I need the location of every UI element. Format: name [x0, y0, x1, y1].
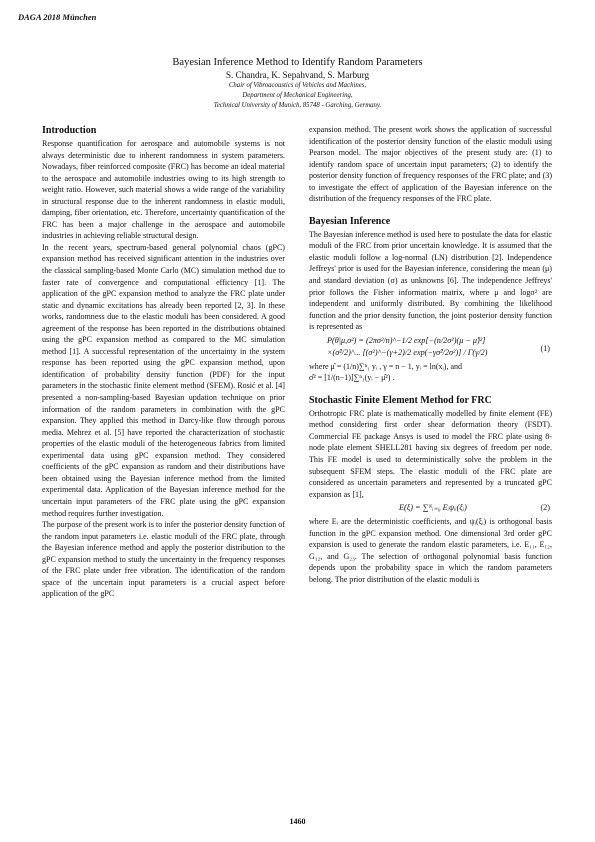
right-column [309, 124, 552, 586]
equation-1-number: (1) [540, 343, 550, 353]
intro-paragraph-3: The purpose of the present work is to infer the posterior density function of the random input parameters i.e. elastic moduli of the FRC plate, through the Bayesian inference method and apply the posterior distribution to the gPC expansion method to study the uncertainty in the frequency responses of the FRC plate under free vibration. The identification of the random space of the uncertain input parameters is a crucial aspect before application of the gPC [42, 520, 285, 599]
equation-1-where-1: where μ̂ = (1/n)∑ⁿ₁ yᵢ , γ = n − 1, yᵢ = ln(xᵢ), and [309, 361, 463, 371]
section-heading-sfem: Stochastic Finite Element Method for FRC [309, 394, 492, 406]
sfem-paragraph: Orthotropic FRC plate is mathematically modelled by finite element (FE) method considering first order shear deformation theory (FSDT). Commercial FE package Ansys is used to model the FRC plate using 8-node plate element SHELL281 having six degrees of freedom per node. This FE model is used to deterministically solve the problem in the subsequent SFEM steps. The elastic moduli of the FRC plate are considered as uncertain parameters and represented by a truncated gPC expansion as [1], [309, 408, 552, 499]
affiliation-line-2: Department of Mechanical Engineering, [242, 92, 353, 99]
bayesian-paragraph: The Bayesian inference method is used here to postulate the data for elastic moduli of the FRC from prior uncertain knowledge. It is assumed that the elastic moduli follow a log-normal (LN) distribution [2]. Independence Jeffreys' prior is used for the Bayesian inference, considering the mean (μ) and standard deviation (σ) as unknowns [6]. The independence Jeffreys' prior follows the Fisher information matrix, where μ and logσ² are independent and uniformly distributed. By combining the likelihood function and the prior density function, the joint posterior density function is represented as [309, 229, 552, 332]
equation-1 [309, 335, 552, 359]
conference-header: DAGA 2018 München [18, 12, 97, 22]
title-block [0, 56, 595, 111]
left-column [42, 124, 285, 600]
equation-2-number: (2) [540, 503, 550, 513]
page-number: 1460 [289, 817, 306, 826]
equation-2-body: E(ξ) = ∑ᴺᵢ₌₀ Eᵢψᵢᵢ(ξᵢ) [399, 503, 467, 513]
author-list: S. Chandra, K. Sepahvand, S. Marburg [225, 70, 370, 80]
affiliation-line-3: Technical University of Munich, 85748 - Garching, Germany. [213, 102, 382, 109]
equation-1-where-2: σ̂² = [1/(n−1)]∑ⁿ₁(yᵢ − μ̂²) . [309, 373, 395, 383]
equation-1-line-1: P(θ|μ,σ²) = (2πσ²/n)^−1/2 exp[−(n/2σ²)(μ − μ̂)²] [327, 335, 486, 345]
section-heading-bayesian: Bayesian Inference [309, 215, 391, 227]
intro-paragraph-2: In the recent years, spectrum-based general polynomial chaos (gPC) expansion method has received significant attention in the industries over the classical sampling-based Monte Carlo (MC) simulation method due to faster rate of convergence and computational efficiency [1]. The application of the gPC expansion method to analyze the FRC plate under static and dynamic excitations has already been reported [2, 3]. In these works, randomness due to the elastic moduli has been considered. A good agreement of the response has been reported in the distributions obtained using the gPC expansion method as compared to the MC simulation method [1]. A successful representation of the uncertainty in the system response has been reported using the gPC expansion method, upon identification of probability density function (PDF) for the input parameters in the stochastic finite element method (SFEM). Rosić et al. [4] presented a non-sampling-based Bayesian updation technique on prior information of the random parameters in combination with the gPC expansion. They applied this method in Darcy-like flow through porous media. Mehrez et al. [5] have reported the characterization of stochastic properties of the elastic moduli of the heterogeneous fabrics from limited experimental data using gPC expansion method. They considered coefficients of the gPC expansion as random and their distributions have been obtained using the Bayesian inference method from the limited experimental data. Application of the Bayesian inference method for the uncertain input parameters of the FRC plate using the gPC expansion method requires further investigation. [42, 242, 285, 518]
section-heading-introduction: Introduction [42, 125, 97, 136]
equation-1-line-2: ×(σ̂²/2)^... [(σ²)^−(γ+2)/2 exp(−γσ̂²/2σ²)] / Γ(γ/2) [327, 347, 488, 357]
affiliation-line-1: Chair of Vibroacoustics of Vehicles and Machines, [228, 82, 367, 89]
intro-paragraph-1: Response quantification for aerospace and automobile systems is not always deterministic due to inherent randomness in system parameters. Nowadays, fiber reinforced composite (FRC) has become an ideal material to the aerospace and automobile industries owing to its high strength to weight ratio. However, such material shows a wide range of the variability in structural response due to the inherent randomness in elastic moduli, damping, fiber orientation, etc. Therefore, uncertainty quantification of the FRC has been a major challenge in the aerospace and automobile industries in achieving reliable structural design. [42, 139, 285, 241]
sfem-paragraph-2: where Eᵢ are the deterministic coefficients, and ψᵢ(ξᵢ) is orthogonal basis function in the gPC expansion method. One dimensional 3rd order gPC expansion is used to generate the random elastic parameters, i.e. E₁₁, E₁₂, G₁₂, and G₂₃. The selection of orthogonal polynomial basis function depends upon the probability space in which the random parameters belong. The prior distribution of the elastic moduli is [309, 517, 552, 584]
paper-title: Bayesian Inference Method to Identify Random Parameters [172, 57, 423, 68]
equation-2 [309, 502, 552, 514]
intro-paragraph-continued: expansion method. The present work shows the application of successful identification of the posterior density function of the elastic moduli using Pearson model. The major objectives of the present study are: (1) to identify random space of uncertain input parameters; (2) to identify the posterior density function of frequency responses of the FRC plate; and (3) to investigate the effect of application of the Bayesian inference on the distribution of the frequency responses of the FRC plate. [309, 125, 552, 204]
